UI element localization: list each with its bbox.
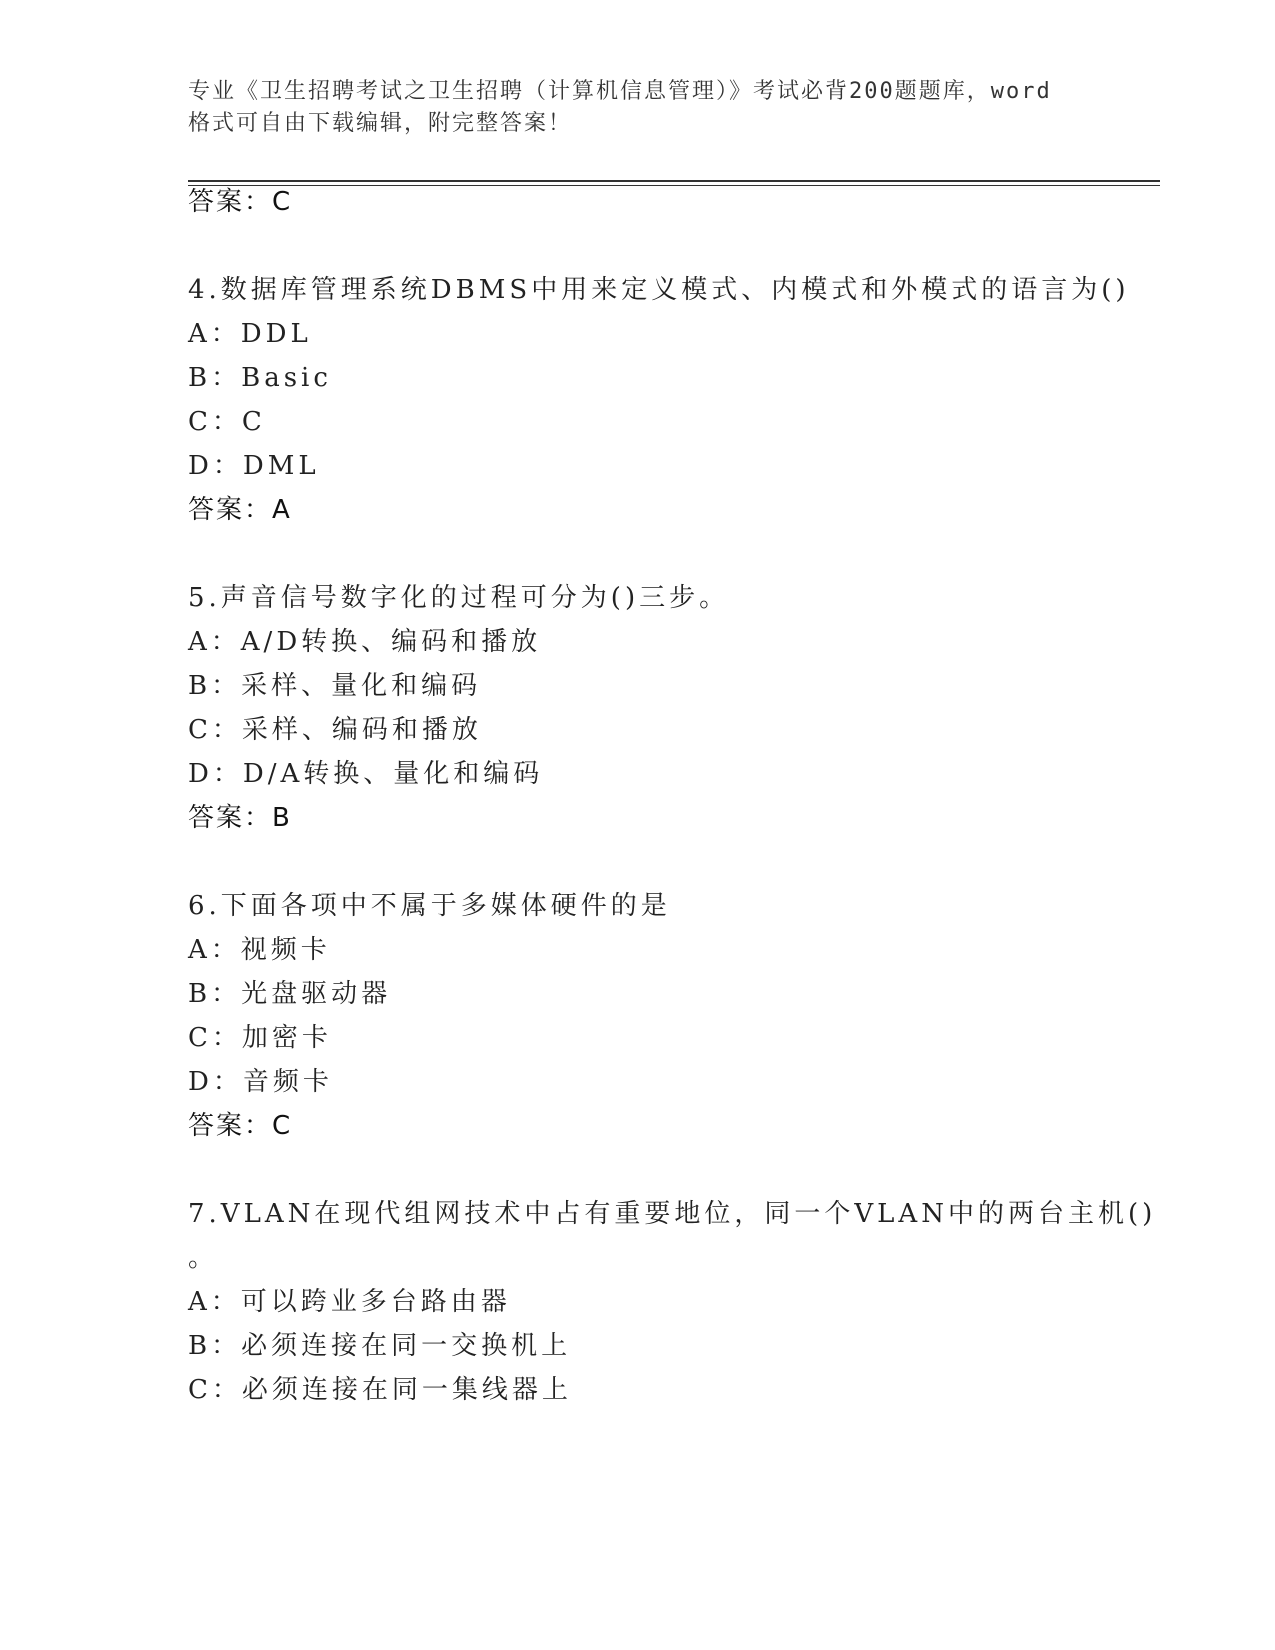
question-4-option-a: A：DDL	[188, 319, 312, 349]
question-4-option-b: B：Basic	[188, 363, 332, 393]
question-6-option-c: C：加密卡	[188, 1023, 332, 1053]
question-5-option-c: C：采样、编码和播放	[188, 715, 482, 745]
question-4-stem: 4.数据库管理系统DBMS中用来定义模式、内模式和外模式的语言为()	[188, 275, 1130, 305]
question-5-stem: 5.声音信号数字化的过程可分为()三步。	[188, 583, 730, 613]
question-5-option-a: A：A/D转换、编码和播放	[188, 627, 542, 657]
question-7-option-c: C：必须连接在同一集线器上	[188, 1375, 572, 1405]
prev-answer: 答案：C	[188, 187, 293, 217]
question-6-answer: 答案：C	[188, 1111, 293, 1141]
question-5-option-b: B：采样、量化和编码	[188, 671, 482, 701]
question-4-option-c: C：C	[188, 407, 266, 437]
question-6-option-d: D：音频卡	[188, 1067, 333, 1097]
question-6-stem: 6.下面各项中不属于多媒体硬件的是	[188, 891, 671, 921]
question-5-answer: 答案：B	[188, 803, 292, 833]
header-divider-thin	[188, 185, 1160, 186]
document-header	[188, 76, 1088, 140]
question-7-option-b: B：必须连接在同一交换机上	[188, 1331, 572, 1361]
question-7-stem: 7.VLAN在现代组网技术中占有重要地位，同一个VLAN中的两台主机()	[188, 1199, 1157, 1229]
question-6-option-b: B：光盘驱动器	[188, 979, 392, 1009]
header-line-1: 专业《卫生招聘考试之卫生招聘（计算机信息管理）》考试必背200题题库，word	[188, 79, 1052, 104]
question-7-option-a: A：可以跨业多台路由器	[188, 1287, 511, 1317]
question-4-option-d: D：DML	[188, 451, 320, 481]
header-line-2: 格式可自由下载编辑，附完整答案！	[188, 111, 573, 136]
question-7-stem-continuation: 。	[188, 1243, 219, 1273]
question-5-option-d: D：D/A转换、量化和编码	[188, 759, 544, 789]
header-divider-thick	[188, 180, 1160, 182]
question-6-option-a: A：视频卡	[188, 935, 331, 965]
question-4-answer: 答案：A	[188, 495, 292, 525]
